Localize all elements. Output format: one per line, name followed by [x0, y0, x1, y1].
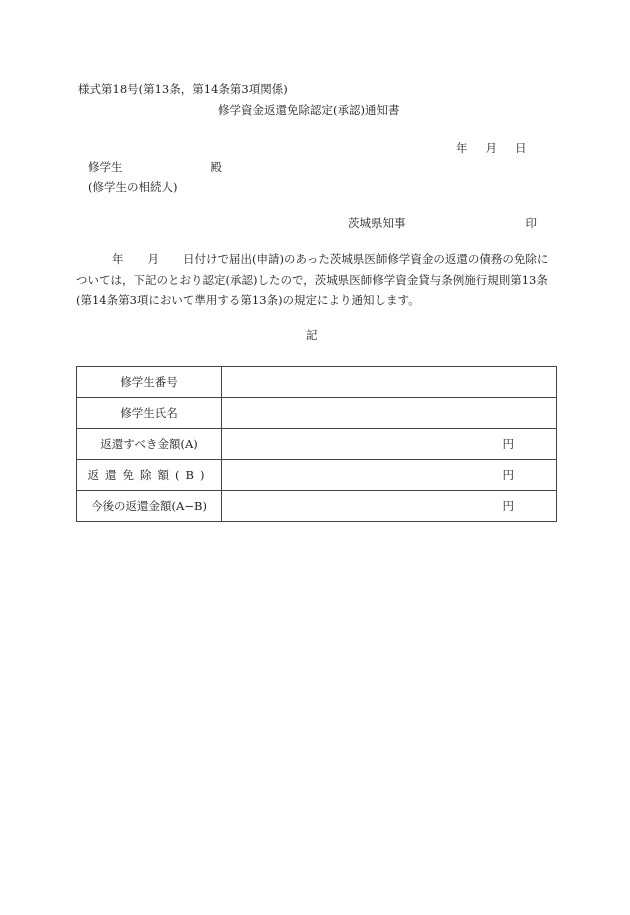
body-text: 日付けで届出(申請)のあった茨城県医師修学資金の返還の債務の免除については，下記のとおり認定(承認)したので，茨城県医師修学資金貸与条例施行規則第13条(第14条第3項において準用する第13条)の規定により通知します。	[76, 252, 549, 307]
row-value	[222, 367, 557, 398]
table-row	[77, 460, 557, 491]
details-table	[76, 366, 557, 522]
row-label: 返還すべき金額(A)	[77, 429, 222, 460]
seal-mark: 印	[525, 216, 537, 230]
body-year: 年	[112, 252, 124, 266]
row-label: 修学生番号	[77, 367, 222, 398]
recipient-label: 修学生	[88, 160, 123, 174]
issuer	[348, 218, 537, 230]
date-line	[456, 143, 527, 155]
table-row	[77, 398, 557, 429]
issuer-name: 茨城県知事	[348, 216, 406, 230]
table-row	[77, 367, 557, 398]
date-year: 年	[456, 141, 468, 155]
row-label: 今後の返還金額(A−B)	[77, 491, 222, 522]
row-label: 修学生氏名	[77, 398, 222, 429]
document-title: 修学資金返還免除認定(承認)通知書	[218, 103, 400, 117]
row-value: 円	[222, 429, 557, 460]
form-number: 様式第18号(第13条，第14条第3項関係)	[78, 82, 288, 96]
date-month: 月	[485, 141, 497, 155]
table-row	[77, 429, 557, 460]
recipient	[88, 162, 222, 174]
recipient-heir: (修学生の相続人)	[88, 180, 178, 194]
ki-heading: 記	[306, 328, 318, 342]
recipient-honorific: 殿	[210, 160, 222, 174]
row-value: 円	[222, 491, 557, 522]
table-row	[77, 491, 557, 522]
body-paragraph	[76, 249, 558, 311]
body-month: 月	[147, 252, 159, 266]
row-value: 円	[222, 460, 557, 491]
row-value	[222, 398, 557, 429]
date-day: 日	[515, 141, 527, 155]
row-label: 返還免除額(B)	[77, 460, 222, 491]
